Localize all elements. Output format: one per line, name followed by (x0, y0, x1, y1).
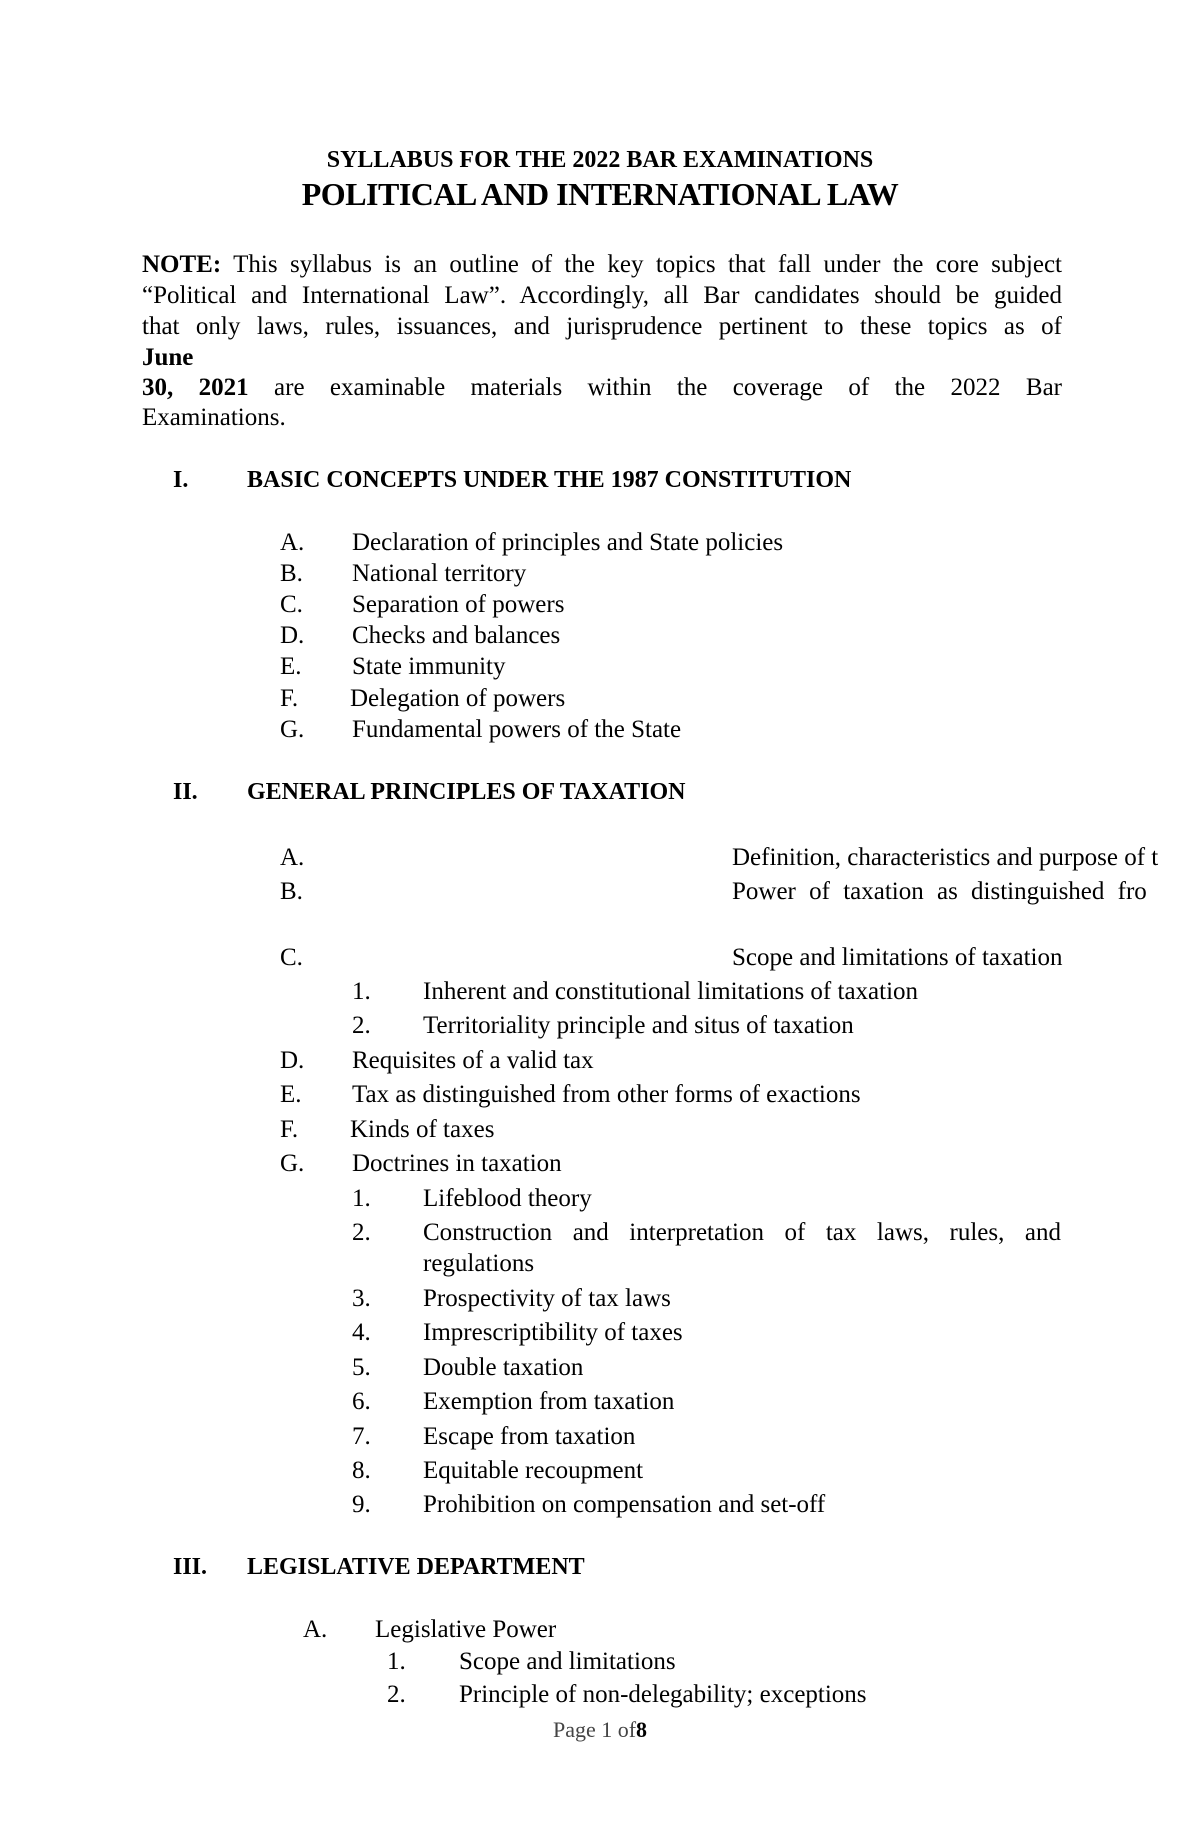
subitem-text: Imprescriptibility of taxes (423, 1319, 683, 1346)
subitem-text: Lifeblood theory (423, 1185, 592, 1212)
item-text: State immunity (352, 653, 506, 680)
subitem-number: 3. (352, 1285, 371, 1312)
subitem-number: 1. (387, 1648, 406, 1675)
item-letter: F. (280, 685, 299, 712)
item-text: Fundamental powers of the State (352, 716, 682, 743)
item-letter: C. (280, 591, 303, 618)
subitem-text: Exemption from taxation (423, 1388, 675, 1415)
subitem-number: 4. (352, 1319, 371, 1346)
item-text: National territory (352, 560, 527, 587)
subitem-number: 5. (352, 1354, 371, 1381)
item-text: Kinds of taxes (350, 1116, 495, 1143)
subitem-number: 6. (352, 1388, 371, 1415)
subitem-number: 9. (352, 1491, 371, 1518)
subitem-number: 2. (352, 1219, 371, 1246)
subitem-number: 8. (352, 1457, 371, 1484)
subitem-number: 2. (352, 1012, 371, 1039)
subitem-number: 1. (352, 1185, 371, 1212)
subitem-text: Escape from taxation (423, 1423, 636, 1450)
item-text: Tax as distinguished from other forms of exactions (352, 1081, 861, 1108)
subitem-text: Prospectivity of tax laws (423, 1285, 671, 1312)
item-letter: A. (303, 1616, 328, 1643)
note-line-5: 30, 2021 are examinable materials within the coverage of the 2022 Bar (142, 374, 1062, 401)
subitem-text: Territoriality principle and situs of taxation (423, 1012, 854, 1039)
section-number: II. (173, 779, 198, 805)
item-text: Scope and limitations of taxation (732, 944, 1063, 971)
subject-title: POLITICAL AND INTERNATIONAL LAW (301, 176, 899, 212)
section-title: BASIC CONCEPTS UNDER THE 1987 CONSTITUTION (247, 467, 852, 493)
subitem-number: 1. (352, 978, 371, 1005)
section-number: I. (173, 467, 189, 493)
page-label: Page (552, 1717, 596, 1742)
note-label: NOTE: (142, 251, 222, 278)
subitem-text: Prohibition on compensation and set-off (423, 1491, 826, 1518)
page-number: 1 (601, 1717, 613, 1742)
total-pages: 8 (636, 1717, 648, 1742)
subitem-number: 7. (352, 1423, 371, 1450)
subitem-text-continued: regulations (423, 1250, 535, 1277)
item-text: Delegation of powers (350, 685, 566, 712)
page-footer (0, 1717, 1200, 1743)
subitem-text: Scope and limitations (459, 1648, 676, 1675)
item-text: Power of taxation as distinguished fro (732, 878, 1147, 905)
section-number: III. (173, 1554, 208, 1580)
item-letter: E. (280, 653, 302, 680)
note-date-bold-1: June (142, 344, 194, 371)
item-letter: E. (280, 1081, 302, 1108)
item-letter: A. (280, 529, 305, 556)
subitem-number: 2. (387, 1681, 406, 1708)
subitem-text: Inherent and constitutional limitations of taxation (423, 978, 919, 1005)
item-letter: D. (280, 622, 305, 649)
note-line-2: “Political and International Law”. Accordingly, all Bar candidates should be guided (142, 282, 1062, 309)
item-letter: D. (280, 1047, 305, 1074)
item-text: Doctrines in taxation (352, 1150, 562, 1177)
item-letter: B. (280, 560, 303, 587)
item-text: Declaration of principles and State policies (352, 529, 784, 556)
note-line-1: NOTE: This syllabus is an outline of the key topics that fall under the core subject (142, 251, 1062, 278)
note-line-6: Examinations. (142, 404, 286, 431)
item-letter: G. (280, 716, 305, 743)
subitem-text: Double taxation (423, 1354, 584, 1381)
item-letter: F. (280, 1116, 299, 1143)
item-text: Separation of powers (352, 591, 565, 618)
item-letter: B. (280, 878, 303, 905)
item-letter: G. (280, 1150, 305, 1177)
section-title: LEGISLATIVE DEPARTMENT (247, 1554, 585, 1580)
item-text: Requisites of a valid tax (352, 1047, 594, 1074)
item-letter: C. (280, 944, 303, 971)
item-letter: A. (280, 844, 305, 871)
syllabus-heading: SYLLABUS FOR THE 2022 BAR EXAMINATIONS (326, 147, 874, 173)
subitem-text: Construction and interpretation of tax laws, rules, and (423, 1219, 1061, 1246)
section-title: GENERAL PRINCIPLES OF TAXATION (247, 779, 686, 805)
item-text: Legislative Power (375, 1616, 557, 1643)
note-line-3: that only laws, rules, issuances, and jurisprudence pertinent to these topics as of (142, 313, 1062, 340)
item-text: Definition, characteristics and purpose of t (732, 844, 1159, 871)
subitem-text: Principle of non-delegability; exceptions (459, 1681, 867, 1708)
of-label: of (617, 1717, 637, 1742)
item-text: Checks and balances (352, 622, 561, 649)
subitem-text: Equitable recoupment (423, 1457, 644, 1484)
